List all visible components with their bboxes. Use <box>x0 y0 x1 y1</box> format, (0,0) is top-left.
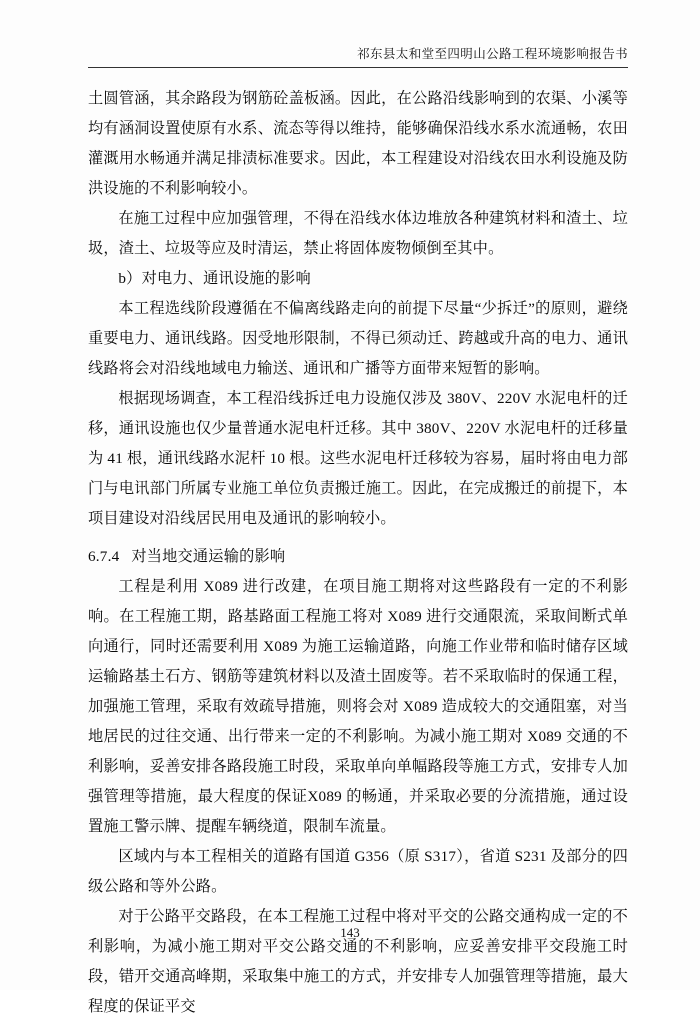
paragraph-1: 土圆管涵，其余路段为钢筋砼盖板涵。因此，在公路沿线影响到的农渠、小溪等均有涵洞设置使原有水系、流态等得以维持，能够确保沿线水系水流通畅，农田灌溉用水畅通并满足排渍标准要求。因此，本工程建设对沿线农田水利设施及防洪设施的不利影响较小。 <box>88 90 628 197</box>
page-content <box>88 44 628 1022</box>
paragraph-2: 在施工过程中应加强管理，不得在沿线水体边堆放各种建筑材料和渣土、垃圾，渣土、垃圾等应及时清运，禁止将固体废物倾倒至其中。 <box>88 210 628 257</box>
page-header-title: 祁东县太和堂至四明山公路工程环境影响报告书 <box>357 47 628 61</box>
paragraph-4: 本工程选线阶段遵循在不偏离线路走向的前提下尽量“少拆迁”的原则，避绕重要电力、通讯线路。因受地形限制，不得已须动迁、跨越或升高的电力、通讯线路将会对沿线地域电力输送、通讯和广播等方面带来短暂的影响。 <box>88 300 628 377</box>
page-number-footer: 143 <box>340 925 360 940</box>
paragraph-5: 根据现场调查，本工程沿线拆迁电力设施仅涉及 380V、220V 水泥电杆的迁移，通讯设施也仅少量普通水泥电杆迁移。其中 380V、220V 水泥电杆的迁移量为 41 根，通讯线路水泥杆 10 根。这些水泥电杆迁移较为容易，届时将由电力部门与电讯部门所属专业施工单位负责搬迁施工。因此，在完成搬迁的前提下，本项目建设对沿线居民用电及通讯的影响较小。 <box>88 390 628 527</box>
spacer <box>88 534 628 536</box>
header-divider <box>88 67 628 68</box>
section-paragraph-1: 工程是利用 X089 进行改建，在项目施工期将对这些路段有一定的不利影响。在工程施工期，路基路面工程施工将对 X089 进行交通限流，采取间断式单向通行，同时还需要利用 X089 为施工运输道路，向施工作业带和临时储存区域运输路基土石方、钢筋等建筑材料以及渣土固废等。若不采取临时的保通工程，加强施工管理，采取有效疏导措施，则将会对 X089 造成较大的交通阻塞，对当地居民的过往交通、出行带来一定的不利影响。为减小施工期对 X089 交通的不利影响，妥善安排各路段施工时段，采取单向单幅路段等施工方式，安排专人加强管理等措施，最大程度的保证X089 的畅通，并采取必要的分流措施，通过设置施工警示牌、提醒车辆绕道，限制车流量。 <box>88 578 628 835</box>
section-paragraph-2: 区域内与本工程相关的道路有国道 G356（原 S317），省道 S231 及部分的四级公路和等外公路。 <box>88 848 628 895</box>
section-title: 对当地交通运输的影响 <box>131 548 286 565</box>
section-paragraph-3: 对于公路平交路段，在本工程施工过程中将对平交的公路交通构成一定的不利影响，为减小施工期对平交公路交通的不利影响，应妥善安排平交段施工时段，错开交通高峰期，采取集中施工的方式，并安排专人加强管理等措施，最大程度的保证平交 <box>88 908 628 1015</box>
section-number: 6.7.4 <box>88 548 120 565</box>
section-heading-6-7-4 <box>88 542 628 572</box>
paragraph-3-subheading-b: b）对电力、通讯设施的影响 <box>118 270 311 287</box>
